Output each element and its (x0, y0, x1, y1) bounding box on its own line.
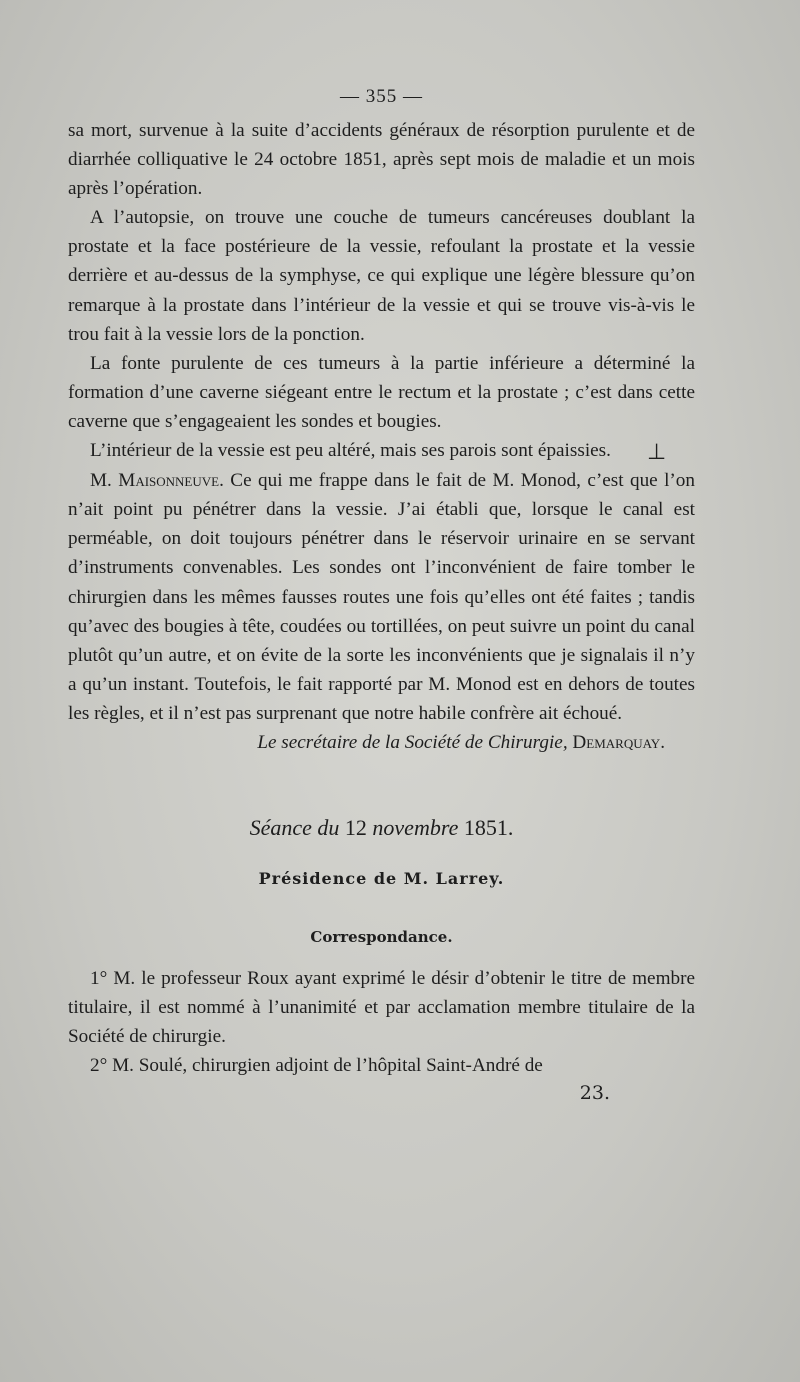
page-number: — 355 — (340, 86, 423, 107)
item-2: 2° M. Soulé, chirurgien adjoint de l’hôpital Saint-André de (90, 1055, 543, 1077)
paragraph-2: A l’autopsie, on trouve une couche de tumeurs cancéreuses doublant la prostate et la face postérieure de la vessie, refoulant la prostate et la vessie derrière et au-dessus de la symphyse, ce qui explique une légère blessure qu’on remarque à la prostate dans l’intérieur de la vessie et qui se trouve vis-à-vis le trou fait à la vessie lors de la ponction. (68, 207, 695, 345)
signature-role: Le secrétaire de la Société de Chirurgie, (257, 732, 568, 754)
speaker-text: Ce qui me frappe dans le fait de M. Monod, c’est que l’on n’ait point pu pénétrer dans la vessie. J’ai établi que, lorsque le canal est perméable, on doit toujours pénétrer dans le réservoir urinaire en se servant d’instruments convenables. Les sondes ont l’inconvénient de faire tomber le chirurgien dans les mêmes fausses routes une fois qu’elles ont été faites ; tandis qu’avec des bougies à tête, coudées ou tortillées, on peut suivre un point du canal plutôt qu’un autre, et on évite de la sorte les inconvénients que je signalais il n’y a qu’un instant. Toutefois, le fait rapporté par M. Monod est en dehors de toutes les règles, et il n’est pas surprenant que notre habile confrère ait échoué. (68, 470, 695, 724)
paragraph-1: sa mort, survenue à la suite d’accidents généraux de résorption purulente et de diarrhée colliquative le 24 octobre 1851, après sept mois de maladie et un mois après l’opération. (68, 120, 695, 200)
correspondance-body (68, 964, 695, 1080)
handwritten-mark-icon: ⊥ (646, 439, 667, 465)
presidence-heading: Présidence de M. Larrey. (258, 869, 505, 889)
signature-name: Demarquay. (572, 732, 665, 754)
signature-sheet-number: 23. (579, 1082, 610, 1105)
signature-line (68, 728, 695, 757)
paragraph-5 (68, 466, 695, 728)
paragraph-3: La fonte purulente de ces tumeurs à la partie inférieure a déterminé la formation d’une caverne siégeant entre le rectum et la prostate ; c’est dans cette caverne que s’engageaient les sondes et bougies. (68, 352, 695, 432)
speaker-name: M. Maisonneuve. (90, 470, 224, 492)
seance-month: novembre (372, 815, 459, 841)
paragraph-4-text: L’intérieur de la vessie est peu altéré, mais ses parois sont épaissies. (90, 440, 611, 462)
paragraph-4 (68, 436, 695, 466)
seance-year: 1851. (463, 815, 514, 841)
seance-heading (68, 815, 695, 841)
correspondance-heading: Correspondance. (310, 928, 453, 947)
seance-prefix: Séance du (249, 815, 340, 841)
seance-day: 12 (344, 815, 367, 841)
body-text (68, 116, 695, 757)
item-1: 1° M. le professeur Roux ayant exprimé le désir d’obtenir le titre de membre titulaire, il est nommé à l’unanimité et par acclamation membre titulaire de la Société de chirurgie. (68, 968, 695, 1048)
